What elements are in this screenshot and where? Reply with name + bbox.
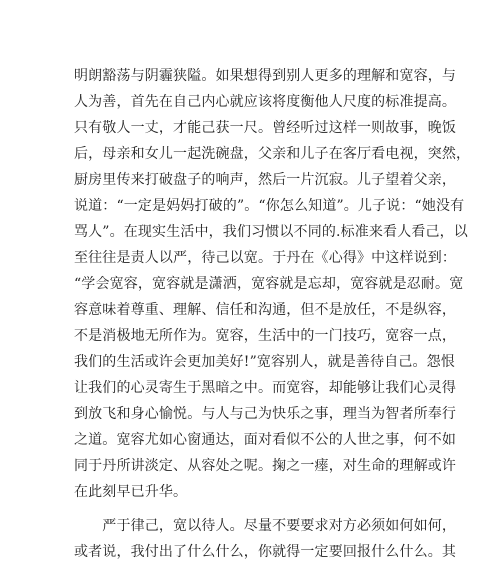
- text-line: “学会宽容，宽容就是潇洒，宽容就是忘却，宽容就是忍耐。宽: [74, 276, 464, 292]
- text-line: 或者说，我付出了什么什么，你就得一定要回报什么什么。其: [74, 544, 457, 560]
- document-body: [74, 63, 471, 565]
- text-line: 后，母亲和女儿一起洗碗盘，父亲和儿子在客厅看电视，突然，: [74, 146, 471, 162]
- text-line: 至往往是责人以严，待己以宽。于丹在《心得》中这样说到：: [74, 250, 457, 266]
- text-line: 到放飞和身心愉悦。与人与己为快乐之事，理当为智者所奉行: [74, 406, 457, 422]
- text-line: 不是消极地无所作为。宽容，生活中的一门技巧，宽容一点，: [74, 328, 457, 344]
- text-line: 同于丹所讲淡定、从容处之呢。掬之一瘗，对生命的理解或许: [74, 458, 457, 474]
- text-line: 骂人”。在现实生活中，我们习惯以不同的.标准来看人看己，以: [74, 224, 468, 240]
- text-line: 容意味着尊重、理解、信任和沟通，但不是放任，不是纵容，: [74, 302, 457, 318]
- text-line: 明朗豁荡与阴霾狭隘。如果想得到别人更多的理解和宽容，与: [74, 68, 457, 84]
- paragraph-spacer: [74, 505, 434, 513]
- text-line: 说道：“一定是妈妈打破的”。“你怎么知道”。儿子说：“她没有: [74, 198, 465, 214]
- text-line: 严于律己，宽以待人。尽量不要要求对方必须如何如何，: [74, 518, 457, 534]
- paragraph-2: [74, 513, 457, 565]
- text-line: 让我们的心灵寄生于黑暗之中。而宽容，却能够让我们心灵得: [74, 380, 457, 396]
- text-line: 厨房里传来打破盘子的响声，然后一片沉寂。儿子望着父亲，: [74, 172, 457, 188]
- text-line: 我们的生活或许会更加美好!”宽容别人，就是善待自己。怨恨: [74, 354, 455, 370]
- text-line: 人为善，首先在自己内心就应该将度衡他人尺度的标准提高。: [74, 94, 457, 110]
- text-line: 在此刻早已升华。: [74, 484, 188, 500]
- paragraph-1: [74, 63, 471, 505]
- text-line: 只有敬人一丈，才能己获一尺。曾经听过这样一则故事，晚饭: [74, 120, 457, 136]
- text-line: 之道。宽容尤如心窗通达，面对看似不公的人世之事，何不如: [74, 432, 457, 448]
